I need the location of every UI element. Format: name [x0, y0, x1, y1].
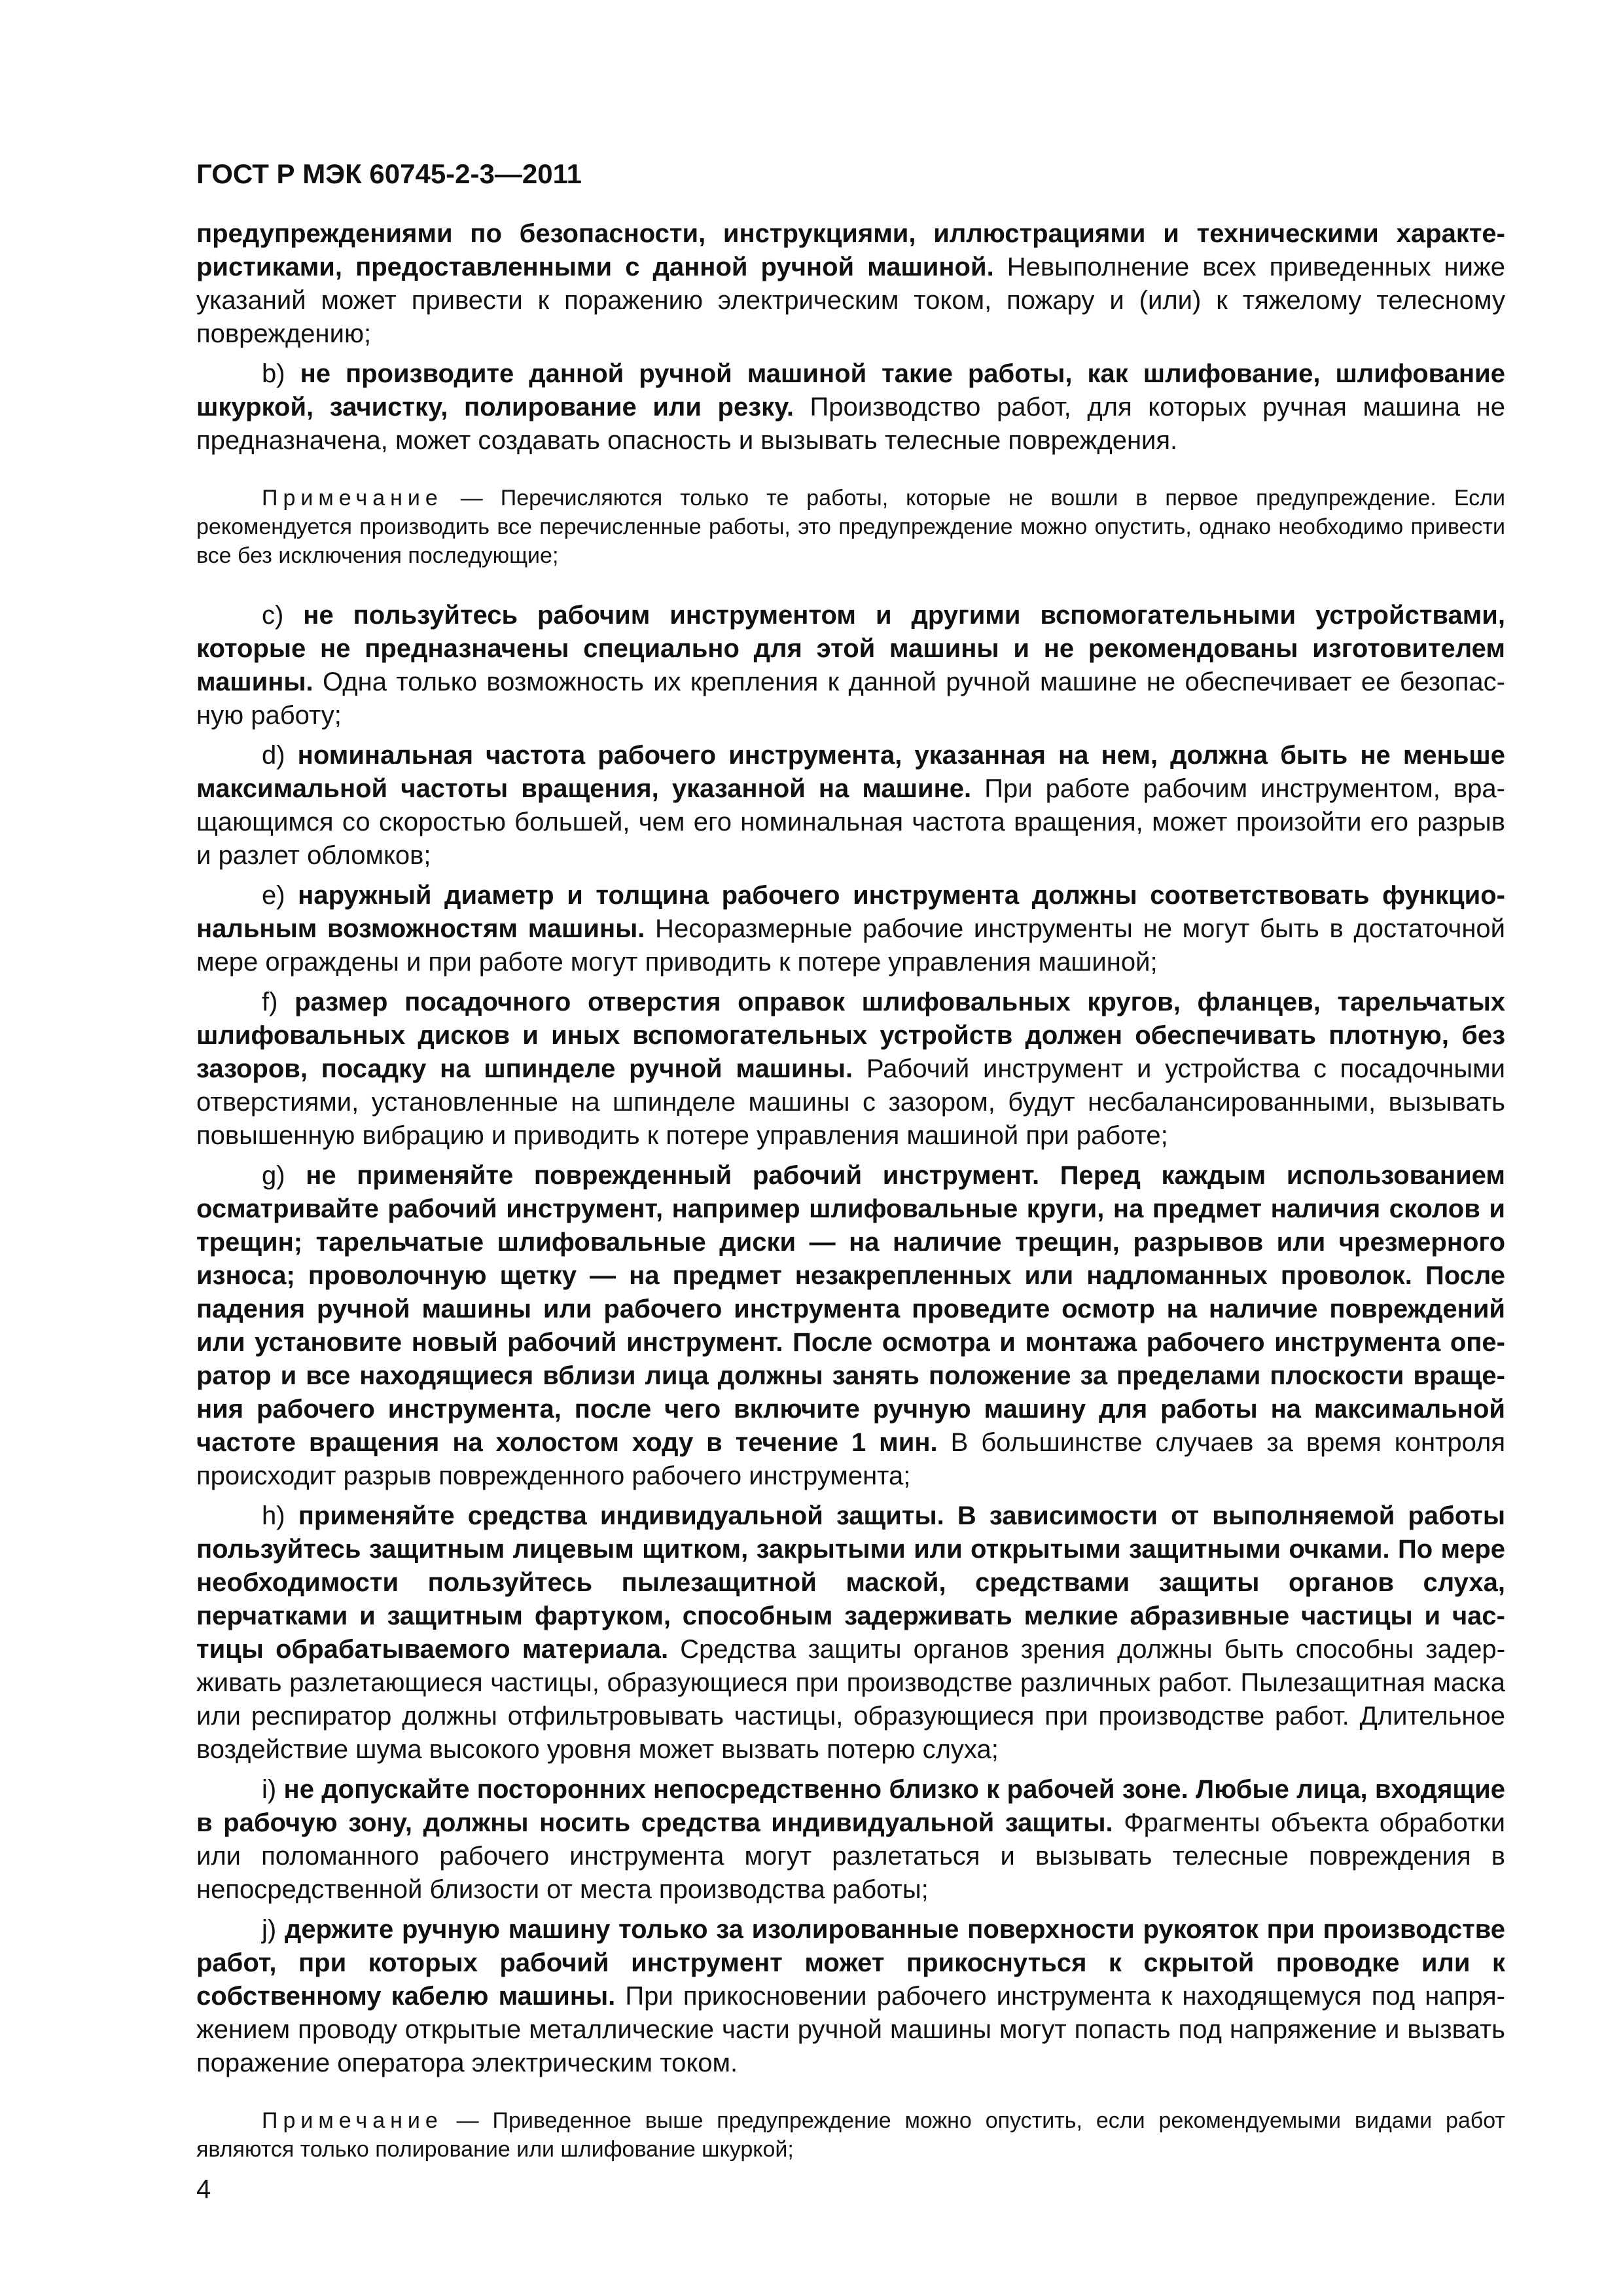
- bold-text: не производите данной ручной машиной такие работы, как шлифование, шлифование шкуркой, зачистку, полирование или резку.: [196, 359, 1505, 422]
- bold-text: предупреждениями по безопасности, инструкциями, иллюстрациями и техническими характеристиками, предоставленными с данной ручной машиной.: [196, 219, 1505, 281]
- bold-text: размер посадочного отверстия оправок шлифовальных кругов, фланцев, тарельчатых шлифовальных дисков и иных вспомогательных устройств должен обеспечивать плотную, без зазоров, посадку на шпинделе ручной машины.: [196, 988, 1505, 1083]
- regular-text: Фрагменты объекта обработки или поломанного рабочего инструмента могут разлетаться и вызывать телесные повреждения в непосредственной близости от места производства работы;: [196, 1808, 1505, 1904]
- list-item-g: [196, 1159, 1505, 1493]
- item-prefix: е): [262, 881, 298, 910]
- bold-text: наружный диаметр и толщина рабочего инструмента должны соответствовать функциональным возможностям машины.: [196, 881, 1505, 943]
- bold-text: не применяйте поврежденный рабочий инструмент. Перед каждым использованием осматривайте рабочий инструмент, например шлифовальные круги, на предмет наличия сколов и трещин; тарельчатые шлифовальные диски — на наличие трещин, разрывов или чрезмерного износа; проволочную щетку — на предмет незакрепленных или надломанных проволок. После падения ручной машины или рабочего инструмента проведите осмотр на наличие повреждений или установите новый рабочий инструмент. После осмотра и монтажа рабочего инструмента оператор и все находящиеся вблизи лица должны занять положение за пределами плоскости вращения рабочего инструмента, после чего включите ручную машину для работы на максимальной частоте вращения на холостом ходу в течение 1 мин.: [196, 1161, 1505, 1457]
- note-1: [196, 484, 1505, 570]
- item-prefix: g): [262, 1161, 306, 1190]
- standard-header: ГОСТ Р МЭК 60745-2-3—2011: [196, 158, 582, 189]
- item-prefix: f): [262, 988, 295, 1016]
- list-item-b: [196, 357, 1505, 457]
- regular-text: В большинстве случаев за время контроля происходит разрыв поврежденного рабочего инструмента;: [196, 1428, 1505, 1490]
- item-prefix: j): [262, 1915, 285, 1944]
- note-text: — Перечисляются только те работы, которые не вошли в первое предупреждение. Если рекомендуется производить все перечисленные работы, это предупреждение можно опустить, однако необходимо привести все без исключения последующие;: [196, 486, 1505, 568]
- item-prefix: h): [262, 1501, 298, 1530]
- regular-text: Невыполнение всех приведенных ниже указаний может привести к поражению электрическим током, пожару и (или) к тяжелому телесному повреждению;: [196, 253, 1505, 348]
- regular-text: Производство работ, для которых ручная машина не предназначена, может создавать опасность и вызывать телесные повреждения.: [196, 393, 1505, 455]
- list-item-h: [196, 1499, 1505, 1767]
- document-page: [196, 157, 1505, 2193]
- regular-text: Средства защиты органов зрения должны быть способны задерживать разлетающиеся частицы, образующиеся при производстве различных работ. Пылезащитная маска или респиратор должны отфильтровывать частицы, образующиеся при производстве работ. Длительное воздействие шума высокого уровня может вызвать потерю слуха;: [196, 1635, 1506, 1764]
- page-number: 4: [196, 2175, 211, 2204]
- list-item-f: [196, 986, 1505, 1153]
- bold-text: номинальная частота рабочего инструмента, указанная на нем, должна быть не меньше максимальной частоты вращения, указанной на машине.: [196, 741, 1505, 803]
- item-prefix: b): [262, 359, 300, 388]
- item-prefix: с): [262, 601, 304, 630]
- note-label: Примечание: [262, 2108, 443, 2133]
- regular-text: При прикосновении рабочего инструмента к находящемуся под напряжением проводу открытые металлические части ручной машины могут попасть под напряжение и вызвать поражение оператора электрическим током.: [196, 1982, 1505, 2077]
- regular-text: Одна только возможность их крепления к данной ручной машине не обеспечивает ее безопасную работу;: [196, 668, 1505, 730]
- paragraph-continuation: [196, 217, 1505, 351]
- regular-text: Несоразмерные рабочие инструменты не могут быть в достаточной мере ограждены и при работе могут приводить к потере управления машиной;: [196, 914, 1505, 977]
- list-item-i: [196, 1773, 1505, 1907]
- item-prefix: i): [262, 1775, 284, 1804]
- bold-text: не допускайте посторонних непосредственно близко к рабочей зоне. Любые лица, входящие в рабочую зону, должны носить средства индивидуальной защиты.: [196, 1775, 1505, 1837]
- bold-text: держите ручную машину только за изолированные поверхности рукояток при производстве работ, при которых рабочий инструмент может прикоснуться к скрытой проводке или к собственному кабелю машины.: [196, 1915, 1505, 2011]
- list-item-c: [196, 599, 1505, 732]
- bold-text: применяйте средства индивидуальной защиты. В зависимости от выполняемой работы пользуйтесь защитным лицевым щитком, закрытыми или открытыми защитными очками. По мере необходимости пользуйтесь пылезащитной маской, средствами защиты органов слуха, перчатками и защитным фартуком, способным задерживать мелкие абразивные частицы и частицы обрабатываемого материала.: [196, 1501, 1506, 1664]
- item-prefix: d): [262, 741, 298, 770]
- note-label: Примечание: [262, 486, 443, 511]
- note-text: — Приведенное выше предупреждение можно опустить, если рекомендуемыми видами работ являются только полирование или шлифование шкуркой;: [196, 2108, 1505, 2162]
- regular-text: При работе рабочим инструментом, вращающимся со скоростью большей, чем его номинальная частота вращения, может произойти его разрыв и разлет обломков;: [196, 774, 1505, 870]
- list-item-d: [196, 739, 1505, 872]
- note-2: [196, 2106, 1505, 2164]
- list-item-j: [196, 1913, 1505, 2080]
- regular-text: Рабочий инструмент и устройства с посадочными отверстиями, установленные на шпинделе машины с зазором, будут несбалансированными, вызывать повышенную вибрацию и приводить к потере управления машиной при работе;: [196, 1054, 1506, 1150]
- list-item-e: [196, 879, 1505, 979]
- bold-text: не пользуйтесь рабочим инструментом и другими вспомогательными устройствами, которые не предназначены специально для этой машины и не рекомендованы изготовителем машины.: [196, 601, 1506, 696]
